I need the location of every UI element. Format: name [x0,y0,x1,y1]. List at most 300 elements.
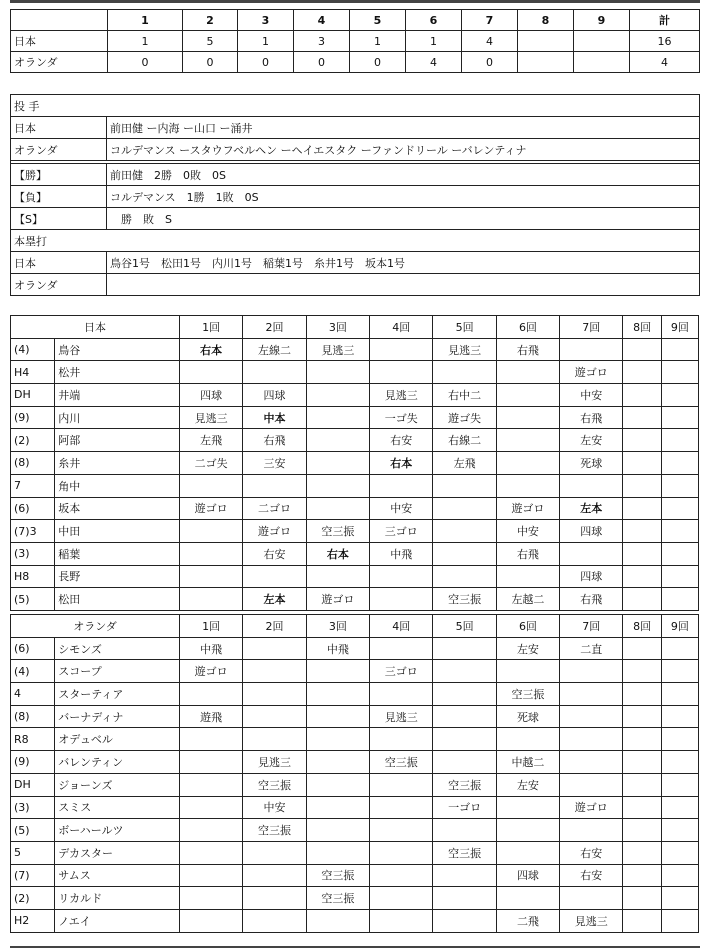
homerun-row-netherlands [11,274,700,296]
at-bat-result [623,819,661,842]
loss-value: コルデマンス 1勝 1敗 0S [107,186,700,208]
at-bat-result: 右線二 [433,429,496,452]
batter-position: (5) [11,588,55,611]
batting-table-netherlands [10,614,699,933]
team-name: オランダ [11,52,108,73]
at-bat-result [623,751,661,774]
at-bat-result [623,683,661,706]
at-bat-result [623,887,661,910]
at-bat-result: 中飛 [306,637,369,660]
inning-4-header: 4 [294,10,350,31]
corner-cell [11,10,108,31]
at-bat-result [433,565,496,588]
inning-header: 5回 [433,316,496,339]
run-cell: 1 [406,31,462,52]
at-bat-result [306,728,369,751]
at-bat-result: 左本 [243,588,306,611]
batter-row [11,660,699,683]
batter-row [11,796,699,819]
at-bat-result [179,683,242,706]
at-bat-result [661,384,698,407]
pitcher-list: 前田健 ー内海 ー山口 ー涌井 [107,117,700,139]
batter-position: (4) [11,660,55,683]
at-bat-result: 見逃三 [243,751,306,774]
at-bat-result [370,474,433,497]
batter-position: (3) [11,796,55,819]
batter-row [11,751,699,774]
at-bat-result [306,819,369,842]
at-bat-result [370,565,433,588]
at-bat-result [661,588,698,611]
team-label: オランダ [11,274,107,296]
batter-name: 松井 [55,361,180,384]
batter-position: (4) [11,338,55,361]
at-bat-result [623,773,661,796]
team-label: オランダ [11,139,107,161]
batter-name: リカルド [55,887,180,910]
at-bat-result [433,497,496,520]
batter-name: 坂本 [55,497,180,520]
batting-header-netherlands [11,615,699,638]
batter-row [11,864,699,887]
at-bat-result [179,773,242,796]
batter-name: 阿部 [55,429,180,452]
batter-name: シモンズ [55,637,180,660]
at-bat-result: 死球 [560,452,623,475]
at-bat-result: 右飛 [496,542,559,565]
at-bat-result: 四球 [496,864,559,887]
inning-7-header: 7 [462,10,518,31]
at-bat-result: 二ゴロ [243,497,306,520]
batter-position: 7 [11,474,55,497]
inning-3-header: 3 [238,10,294,31]
loss-label: 【負】 [11,186,107,208]
batter-row [11,520,699,543]
batter-name: 松田 [55,588,180,611]
at-bat-result [661,887,698,910]
at-bat-result [179,751,242,774]
at-bat-result [661,819,698,842]
at-bat-result [560,751,623,774]
batter-row [11,474,699,497]
batter-position: DH [11,773,55,796]
at-bat-result [243,909,306,932]
batter-position: R8 [11,728,55,751]
at-bat-result [306,773,369,796]
at-bat-result: 中飛 [179,637,242,660]
run-cell: 1 [238,31,294,52]
at-bat-result [623,565,661,588]
total-header: 計 [630,10,700,31]
at-bat-result: 空三振 [433,773,496,796]
at-bat-result: 三ゴロ [370,660,433,683]
at-bat-result [661,542,698,565]
at-bat-result: 中飛 [370,542,433,565]
run-cell: 4 [406,52,462,73]
at-bat-result [496,819,559,842]
at-bat-result [560,773,623,796]
at-bat-result: 中安 [496,520,559,543]
batter-row [11,565,699,588]
run-cell: 5 [183,31,238,52]
batter-name: スコープ [55,660,180,683]
batter-row [11,887,699,910]
batter-position: 5 [11,841,55,864]
batter-name: 稲葉 [55,542,180,565]
at-bat-result: 空三振 [306,864,369,887]
batter-name: サムス [55,864,180,887]
at-bat-result: 四球 [560,565,623,588]
at-bat-result [496,660,559,683]
batter-position: (3) [11,542,55,565]
at-bat-result [243,841,306,864]
batter-row [11,683,699,706]
at-bat-result [560,887,623,910]
at-bat-result [661,406,698,429]
at-bat-result [243,683,306,706]
at-bat-result: 遊ゴロ [243,520,306,543]
at-bat-result [243,887,306,910]
at-bat-result: 三ゴロ [370,520,433,543]
at-bat-result [370,909,433,932]
at-bat-result [496,429,559,452]
total-cell: 16 [630,31,700,52]
at-bat-result [661,796,698,819]
at-bat-result: 右安 [243,542,306,565]
batter-name: オデュベル [55,728,180,751]
win-label: 【勝】 [11,164,107,186]
batter-name: ボーハールツ [55,819,180,842]
at-bat-result [661,565,698,588]
at-bat-result: 四球 [179,384,242,407]
at-bat-result: 左線二 [243,338,306,361]
at-bat-result: 空三振 [496,683,559,706]
at-bat-result [623,909,661,932]
batter-name: 中田 [55,520,180,543]
batter-row [11,773,699,796]
at-bat-result [306,565,369,588]
at-bat-result [496,565,559,588]
at-bat-result [179,864,242,887]
total-cell: 4 [630,52,700,73]
batter-position: (6) [11,497,55,520]
run-cell: 3 [294,31,350,52]
team-header: 日本 [11,316,180,339]
batter-position: (9) [11,751,55,774]
at-bat-result [623,660,661,683]
pitcher-section-row [11,95,700,117]
at-bat-result [370,338,433,361]
at-bat-result: 遊ゴロ [560,361,623,384]
inning-header: 6回 [496,316,559,339]
at-bat-result [623,338,661,361]
line-score-table [10,9,700,73]
inning-8-header: 8 [518,10,574,31]
batter-position: (7)3 [11,520,55,543]
batter-position: (2) [11,429,55,452]
inning-6-header: 6 [406,10,462,31]
inning-header: 4回 [370,316,433,339]
at-bat-result [661,637,698,660]
win-value: 前田健 2勝 0敗 0S [107,164,700,186]
at-bat-result [179,909,242,932]
at-bat-result [661,452,698,475]
inning-header: 7回 [560,316,623,339]
at-bat-result [179,841,242,864]
at-bat-result [433,637,496,660]
at-bat-result [179,474,242,497]
line-score-row-japan [11,31,700,52]
batter-row [11,841,699,864]
at-bat-result [179,520,242,543]
at-bat-result: 右安 [370,429,433,452]
team-header: オランダ [11,615,180,638]
batter-name: デカスター [55,841,180,864]
at-bat-result: 見逃三 [433,338,496,361]
at-bat-result: 右安 [560,864,623,887]
batter-position: H2 [11,909,55,932]
at-bat-result [179,887,242,910]
inning-header: 1回 [179,615,242,638]
at-bat-result [661,497,698,520]
at-bat-result [661,474,698,497]
inning-header: 3回 [306,316,369,339]
at-bat-result [623,864,661,887]
run-cell [518,52,574,73]
at-bat-result [623,520,661,543]
at-bat-result: 四球 [243,384,306,407]
at-bat-result: 遊ゴロ [560,796,623,819]
batter-row [11,429,699,452]
at-bat-result [623,841,661,864]
at-bat-result [433,705,496,728]
at-bat-result [306,660,369,683]
at-bat-result [496,474,559,497]
batter-row [11,452,699,475]
run-cell [574,52,630,73]
batter-row [11,338,699,361]
at-bat-result: 遊ゴロ [179,660,242,683]
run-cell: 0 [294,52,350,73]
at-bat-result [306,361,369,384]
line-score-row-netherlands [11,52,700,73]
at-bat-result [496,796,559,819]
at-bat-result [179,588,242,611]
at-bat-result: 右安 [560,841,623,864]
at-bat-result: 一ゴロ [433,796,496,819]
at-bat-result [179,565,242,588]
at-bat-result [623,637,661,660]
batter-name: 鳥谷 [55,338,180,361]
at-bat-result: 左安 [496,637,559,660]
inning-header: 1回 [179,316,242,339]
at-bat-result: 中越二 [496,751,559,774]
team-label: 日本 [11,252,107,274]
batter-name: 長野 [55,565,180,588]
at-bat-result [623,728,661,751]
at-bat-result: 右飛 [560,406,623,429]
at-bat-result [661,683,698,706]
at-bat-result [433,751,496,774]
at-bat-result [433,909,496,932]
inning-header: 4回 [370,615,433,638]
at-bat-result [306,474,369,497]
at-bat-result [623,497,661,520]
batter-name: 内川 [55,406,180,429]
at-bat-result: 空三振 [243,773,306,796]
at-bat-result [306,909,369,932]
at-bat-result: 見逃三 [370,705,433,728]
at-bat-result [496,887,559,910]
at-bat-result [661,520,698,543]
at-bat-result: 遊ゴロ [496,497,559,520]
bottom-rule [10,946,700,948]
at-bat-result: 左本 [560,497,623,520]
at-bat-result: 右飛 [560,588,623,611]
at-bat-result [661,660,698,683]
at-bat-result: 見逃三 [179,406,242,429]
at-bat-result: 中安 [560,384,623,407]
batter-row [11,909,699,932]
batting-table-japan [10,315,699,611]
at-bat-result [623,384,661,407]
at-bat-result: 中本 [243,406,306,429]
at-bat-result [243,637,306,660]
batter-position: 4 [11,683,55,706]
inning-header: 9回 [661,316,698,339]
at-bat-result: 見逃三 [306,338,369,361]
at-bat-result [243,565,306,588]
batter-position: (5) [11,819,55,842]
at-bat-result [623,406,661,429]
homerun-row-japan [11,252,700,274]
at-bat-result [306,683,369,706]
inning-5-header: 5 [350,10,406,31]
run-cell: 0 [350,52,406,73]
batter-row [11,705,699,728]
at-bat-result [179,819,242,842]
inning-9-header: 9 [574,10,630,31]
run-cell: 0 [108,52,183,73]
at-bat-result [433,520,496,543]
at-bat-result [560,542,623,565]
batter-row [11,406,699,429]
at-bat-result [306,841,369,864]
at-bat-result [243,361,306,384]
at-bat-result [661,841,698,864]
at-bat-result: 右本 [370,452,433,475]
at-bat-result [370,796,433,819]
at-bat-result [370,588,433,611]
inning-header: 7回 [560,615,623,638]
batter-position: (6) [11,637,55,660]
batter-name: ノエイ [55,909,180,932]
run-cell: 1 [350,31,406,52]
at-bat-result [433,887,496,910]
at-bat-result [243,864,306,887]
batter-name: 井端 [55,384,180,407]
inning-header: 9回 [661,615,698,638]
at-bat-result [623,796,661,819]
pitcher-row-japan [11,117,700,139]
run-cell [574,31,630,52]
at-bat-result [179,542,242,565]
at-bat-result [370,683,433,706]
at-bat-result [496,384,559,407]
batter-row [11,588,699,611]
at-bat-result [433,361,496,384]
at-bat-result [433,728,496,751]
pitcher-section-label: 投 手 [11,95,700,117]
at-bat-result: 空三振 [306,887,369,910]
batter-name: バーナディナ [55,705,180,728]
run-cell: 4 [462,31,518,52]
inning-2-header: 2 [183,10,238,31]
at-bat-result [433,864,496,887]
at-bat-result [370,819,433,842]
at-bat-result [370,728,433,751]
batter-position: DH [11,384,55,407]
game-info-table [10,94,700,296]
at-bat-result [306,452,369,475]
inning-header: 5回 [433,615,496,638]
at-bat-result [370,841,433,864]
inning-header: 3回 [306,615,369,638]
at-bat-result [179,796,242,819]
at-bat-result: 右本 [306,542,369,565]
batter-name: 角中 [55,474,180,497]
at-bat-result [306,406,369,429]
at-bat-result [661,705,698,728]
at-bat-result [433,474,496,497]
inning-header: 6回 [496,615,559,638]
run-cell: 0 [462,52,518,73]
batter-position: H4 [11,361,55,384]
inning-1-header: 1 [108,10,183,31]
at-bat-result [560,660,623,683]
homerun-list [107,274,700,296]
save-value: 勝 敗 S [107,208,700,230]
homerun-list: 鳥谷1号 松田1号 内川1号 稲葉1号 糸井1号 坂本1号 [107,252,700,274]
batter-row [11,384,699,407]
at-bat-result: 空三振 [433,841,496,864]
batter-row [11,497,699,520]
at-bat-result [623,452,661,475]
at-bat-result: 左越二 [496,588,559,611]
batter-name: ジョーンズ [55,773,180,796]
at-bat-result [243,728,306,751]
at-bat-result [306,429,369,452]
at-bat-result: 遊ゴロ [306,588,369,611]
at-bat-result: 右飛 [496,338,559,361]
homerun-section-label: 本塁打 [11,230,700,252]
batting-header-japan [11,316,699,339]
at-bat-result [560,705,623,728]
at-bat-result [433,542,496,565]
pitcher-row-netherlands [11,139,700,161]
batter-name: スターティア [55,683,180,706]
at-bat-result [661,751,698,774]
at-bat-result [661,429,698,452]
at-bat-result: 二ゴ失 [179,452,242,475]
inning-header: 2回 [243,615,306,638]
at-bat-result [306,705,369,728]
at-bat-result: 三安 [243,452,306,475]
at-bat-result [306,497,369,520]
run-cell [518,31,574,52]
at-bat-result [496,361,559,384]
batter-row [11,637,699,660]
